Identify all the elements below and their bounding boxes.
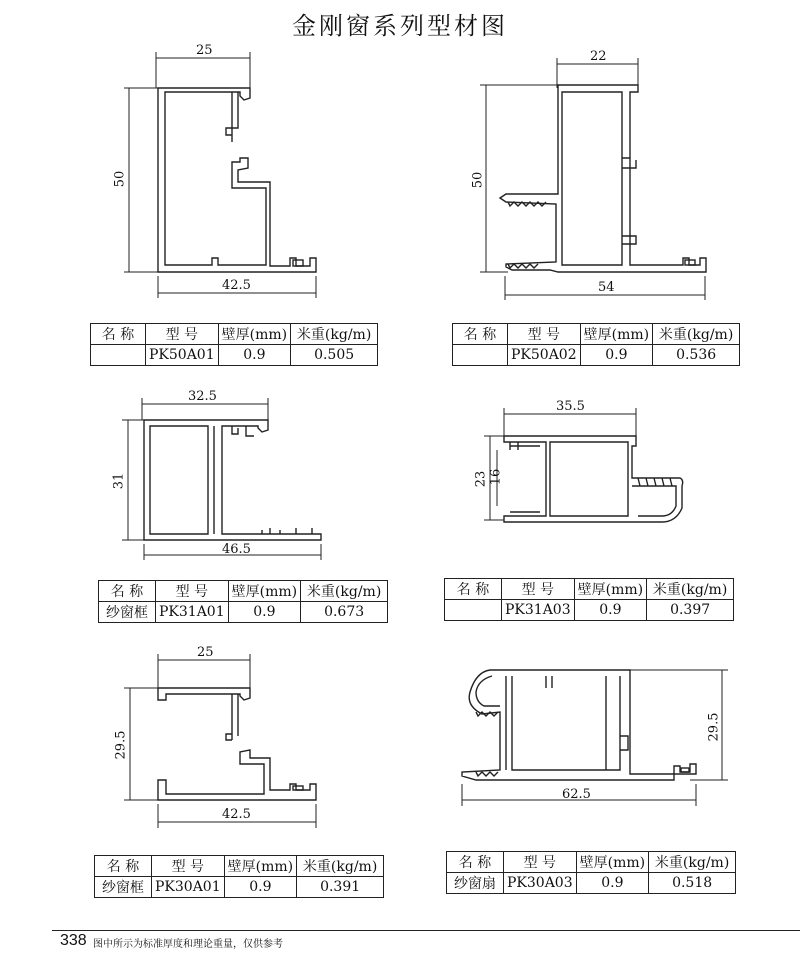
profile-pk30a01 <box>0 640 400 840</box>
dim-bottom: 46.5 <box>222 542 251 557</box>
spec-thickness: 0.9 <box>580 345 652 366</box>
dim-bottom: 42.5 <box>222 278 251 293</box>
header-thickness: 壁厚(mm) <box>218 324 290 345</box>
footer-rule <box>52 930 800 931</box>
spec-weight: 0.397 <box>647 600 734 621</box>
header-thickness: 壁厚(mm) <box>576 852 648 873</box>
header-model: 型 号 <box>508 324 581 345</box>
spec-thickness: 0.9 <box>576 873 648 894</box>
spec-table-pk50a01 <box>90 323 378 366</box>
spec-weight: 0.391 <box>297 877 384 898</box>
page-title: 金刚窗系列型材图 <box>292 12 508 40</box>
spec-name: 纱窗扇 <box>447 873 504 894</box>
dim-top: 35.5 <box>556 399 585 414</box>
profile-drawing <box>0 380 400 580</box>
spec-model: PK31A03 <box>502 600 575 621</box>
dim-top: 25 <box>197 645 214 660</box>
header-name: 名 称 <box>445 579 502 600</box>
dim-top: 32.5 <box>188 389 217 404</box>
spec-name <box>453 345 508 366</box>
profile-drawing <box>0 640 400 840</box>
dim-side: 23 <box>473 470 489 488</box>
header-model: 型 号 <box>146 324 219 345</box>
spec-thickness: 0.9 <box>574 600 646 621</box>
profile-pk31a01 <box>0 380 400 580</box>
spec-table-pk50a02 <box>452 323 740 366</box>
dim-bottom: 54 <box>598 280 615 295</box>
header-model: 型 号 <box>152 856 225 877</box>
spec-table-pk30a03 <box>446 851 736 894</box>
header-model: 型 号 <box>504 852 577 873</box>
spec-model: PK30A01 <box>152 877 225 898</box>
page-number: 338 <box>60 932 87 949</box>
spec-name: 纱窗框 <box>95 877 152 898</box>
header-weight: 米重(kg/m) <box>647 579 734 600</box>
header-name: 名 称 <box>99 581 156 602</box>
dim-side: 50 <box>112 170 128 188</box>
dim-side: 29.5 <box>113 730 129 760</box>
spec-table-pk31a03 <box>444 578 734 621</box>
footnote: 图中所示为标准厚度和理论重量，仅供参考 <box>93 939 283 950</box>
spec-thickness: 0.9 <box>228 602 300 623</box>
header-weight: 米重(kg/m) <box>291 324 378 345</box>
dim-top: 25 <box>196 43 213 58</box>
header-weight: 米重(kg/m) <box>649 852 736 873</box>
dim-bottom: 62.5 <box>562 787 591 802</box>
spec-model: PK50A02 <box>508 345 581 366</box>
header-thickness: 壁厚(mm) <box>228 581 300 602</box>
profile-pk50a01 <box>0 0 400 320</box>
profile-drawing <box>400 380 800 580</box>
spec-thickness: 0.9 <box>224 877 296 898</box>
dim-side: 50 <box>470 171 486 189</box>
header-name: 名 称 <box>91 324 146 345</box>
header-name: 名 称 <box>453 324 508 345</box>
profile-pk31a03 <box>400 380 800 580</box>
spec-model: PK30A03 <box>504 873 577 894</box>
profile-drawing <box>400 640 800 840</box>
header-model: 型 号 <box>502 579 575 600</box>
spec-weight: 0.536 <box>653 345 740 366</box>
spec-table-pk31a01 <box>98 580 388 623</box>
spec-table-pk30a01 <box>94 855 384 898</box>
profile-pk50a02 <box>400 0 800 320</box>
header-name: 名 称 <box>95 856 152 877</box>
header-thickness: 壁厚(mm) <box>224 856 296 877</box>
profile-pk30a03 <box>400 640 800 840</box>
header-weight: 米重(kg/m) <box>301 581 388 602</box>
dim-bottom: 42.5 <box>222 807 251 822</box>
header-thickness: 壁厚(mm) <box>574 579 646 600</box>
header-weight: 米重(kg/m) <box>653 324 740 345</box>
header-model: 型 号 <box>156 581 229 602</box>
spec-name <box>91 345 146 366</box>
dim-top: 22 <box>590 49 607 64</box>
spec-weight: 0.505 <box>291 345 378 366</box>
dim-inner: 16 <box>488 468 504 486</box>
dim-side: 31 <box>111 472 127 490</box>
spec-model: PK31A01 <box>156 602 229 623</box>
spec-weight: 0.518 <box>649 873 736 894</box>
header-thickness: 壁厚(mm) <box>580 324 652 345</box>
spec-name <box>445 600 502 621</box>
spec-weight: 0.673 <box>301 602 388 623</box>
header-name: 名 称 <box>447 852 504 873</box>
profile-drawing <box>400 0 800 320</box>
dim-side: 29.5 <box>706 712 722 742</box>
spec-name: 纱窗框 <box>99 602 156 623</box>
spec-model: PK50A01 <box>146 345 219 366</box>
header-weight: 米重(kg/m) <box>297 856 384 877</box>
spec-thickness: 0.9 <box>218 345 290 366</box>
